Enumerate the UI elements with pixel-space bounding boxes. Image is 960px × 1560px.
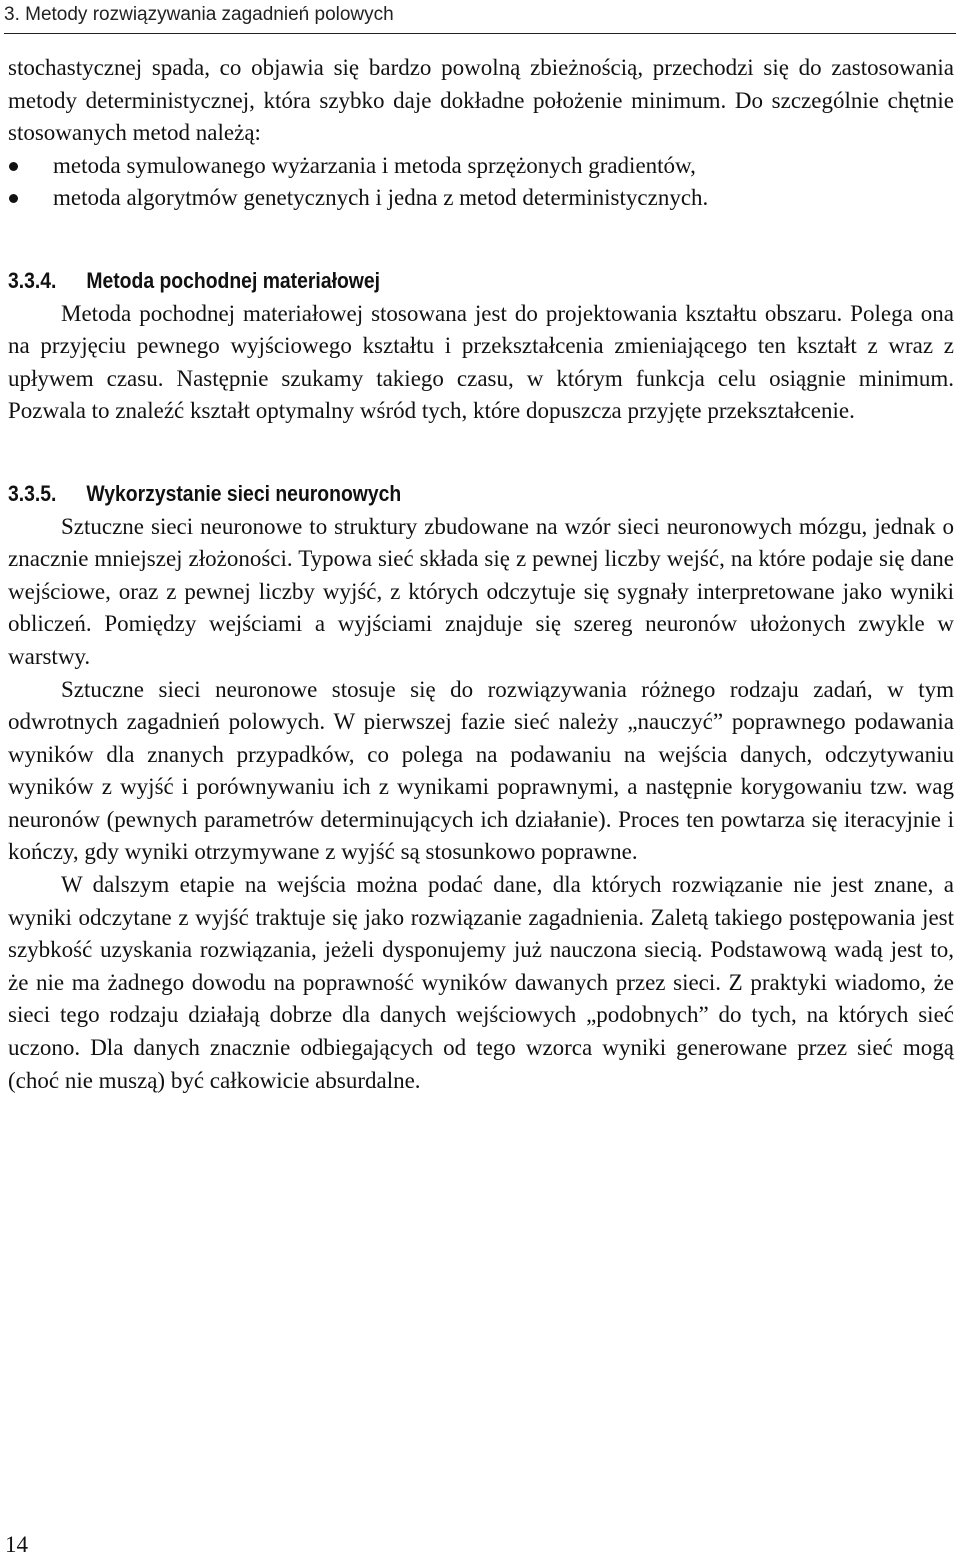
section-number: 3.3.4.: [8, 267, 57, 293]
running-header: [4, 4, 956, 34]
section-title: Metoda pochodnej materiałowej: [86, 267, 380, 293]
body-paragraph: Sztuczne sieci neuronowe stosuje się do rozwiązywania różnego rodzaju zadań, w tym odwrotnych zagadnień polowych. W pierwszej fazie sieć należy „nauczyć” poprawnego podawania wyników dla znanych przypadków, co polega na podawaniu na wejścia danych, odczytywaniu wyników z wyjść i porównywaniu ich z wynikami poprawnymi, a następnie korygowaniu tzw. wag neuronów (pewnych parametrów determinujących ich działanie). Proces ten powtarza się iteracyjnie i kończy, gdy wyniki otrzymywane z wyjść są stosunkowo poprawne.: [8, 676, 954, 865]
methods-bullet-list: [8, 150, 954, 215]
body-paragraph: Metoda pochodnej materiałowej stosowana jest do projektowania kształtu obszaru. Polega ona na przyjęciu pewnego wyjściowego kształtu i przekształcenia zmieniającego ten kształt z wraz z upływem czasu. Następnie szukamy takiego czasu, w którym funkcja celu osiągnie minimum. Pozwala to znaleźć kształt optymalny wśród tych, które dopuszcza przyjęte przekształcenie.: [8, 300, 954, 424]
body-paragraph: Sztuczne sieci neuronowe to struktury zbudowane na wzór sieci neuronowych mózgu, jednak o znacznie mniejszej złożoności. Typowa sieć składa się z pewnej liczby wejść, na które podaje się dane wejściowe, oraz z pewnej liczby wyjść, z których odczytuje się sygnały interpretowane jako wyniki obliczeń. Pomiędzy wejściami a wyjściami znajduje się szereg neuronów ułożonych zwykle w warstwy.: [8, 513, 954, 669]
bullet-icon: [9, 162, 18, 171]
page-number: 14: [5, 1532, 28, 1557]
section-heading-335: [8, 478, 840, 511]
section-title: Wykorzystanie sieci neuronowych: [86, 480, 402, 506]
section-number: 3.3.5.: [8, 480, 57, 506]
list-item: [8, 182, 954, 215]
section-heading-334: [8, 265, 840, 298]
intro-paragraph: stochastycznej spada, co objawia się bardzo powolną zbieżnością, przechodzi się do zastosowania metody deterministycznej, która szybko daje dokładne położenie minimum. Do szczególnie chętnie stosowanych metod należą:: [8, 55, 954, 146]
running-header-title: 3. Metody rozwiązywania zagadnień polowych: [4, 4, 394, 25]
bullet-icon: [9, 194, 18, 203]
list-item-text: metoda symulowanego wyżarzania i metoda sprzężonych gradientów,: [53, 152, 696, 178]
list-item-text: metoda algorytmów genetycznych i jedna z metod deterministycznych.: [53, 185, 709, 211]
page-body: [8, 52, 954, 1097]
list-item: [8, 150, 954, 183]
body-paragraph: W dalszym etapie na wejścia można podać dane, dla których rozwiązanie nie jest znane, a wyniki odczytane z wyjść traktuje się jako rozwiązanie zagadnienia. Zaletą takiego postępowania jest szybkość uzyskania rozwiązania, jeżeli dysponujemy już nauczona siecią. Podstawową wadą jest to, że nie ma żadnego dowodu na poprawność wyników dawanych przez sieci. Z praktyki wiadomo, że sieci tego rodzaju działają dobrze dla danych wejściowych „podobnych” do tych, na których sieć uczono. Dla danych znacznie odbiegających od tego wzorca wyniki generowane przez sieć mogą (choć nie muszą) być całkowicie absurdalne.: [8, 872, 954, 1093]
